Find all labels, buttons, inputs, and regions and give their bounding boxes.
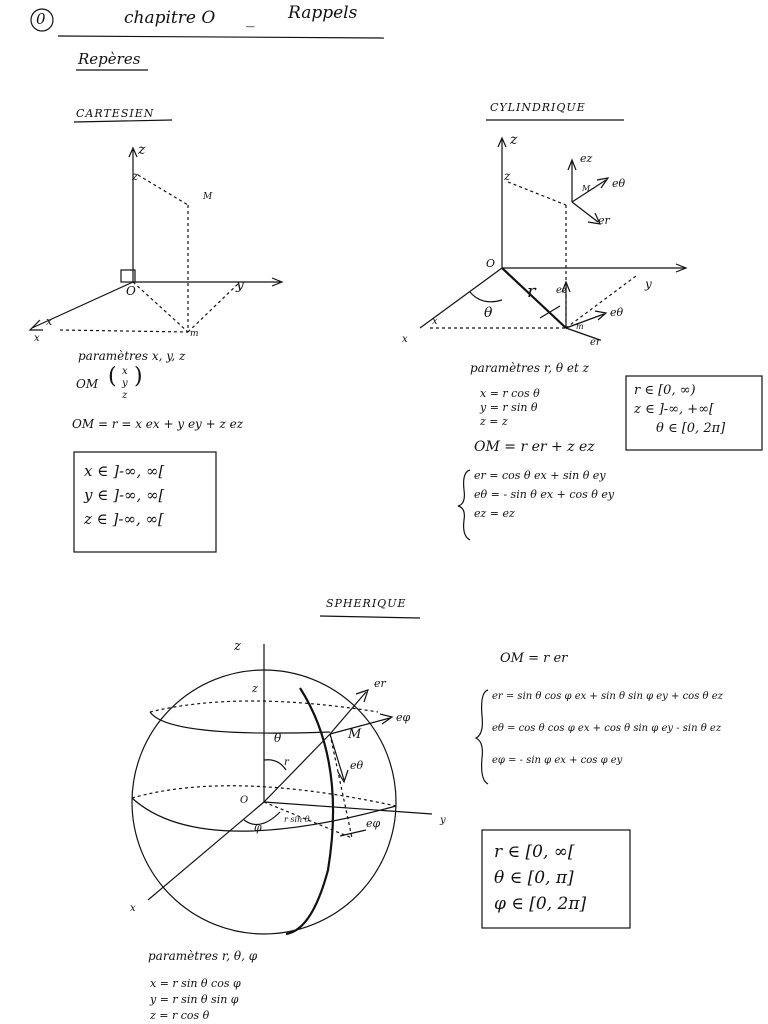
cart-range-y: y ∈ ]-∞, ∞[	[84, 486, 165, 504]
cyl-m-label: m	[576, 322, 584, 331]
cyl-ez-label: ez	[580, 152, 593, 165]
sph-etheta-label: eθ	[350, 759, 364, 772]
cyl-M-label: M	[582, 184, 591, 193]
section-title: Repères	[78, 50, 141, 68]
sph-om-equation: OM = r er	[500, 651, 568, 666]
cart-M-label: M	[203, 192, 213, 202]
sph-basis	[492, 692, 723, 766]
cyl-er-label: er	[598, 214, 610, 227]
cartesian-heading: CARTESIEN	[76, 107, 155, 120]
cyl-x-axis-label: x	[432, 316, 438, 327]
title-separator: _	[246, 8, 255, 28]
cart-y-axis-label: y	[236, 277, 244, 293]
cyl-range-theta: θ ∈ [0, 2π]	[656, 421, 726, 436]
cart-om-equation: OM = r = x ex + y ey + z ez	[72, 417, 244, 431]
sph-eq-y: y = r sin θ sin φ	[150, 993, 239, 1006]
sph-equations	[150, 978, 241, 1021]
cart-om-paren-open: (	[108, 364, 117, 389]
cart-om-x: x	[122, 366, 128, 377]
sph-ranges-box	[494, 844, 586, 913]
cart-z-axis-label: z	[138, 142, 146, 158]
cart-params: paramètres x, y, z	[78, 349, 186, 363]
sph-ephi-lower-label: eφ	[366, 817, 381, 830]
cyl-eq-y: y = r sin θ	[480, 401, 538, 414]
sph-rsin-label: r sin θ	[284, 815, 310, 824]
cylindrical-heading: CYLINDRIQUE	[490, 101, 586, 114]
sph-origin-label: O	[240, 795, 249, 806]
sph-basis-etheta: eθ = cos θ cos φ ex + cos θ sin φ ey - sin θ ez	[492, 723, 722, 734]
sph-range-phi: φ ∈ [0, 2π]	[494, 894, 587, 914]
cyl-y-axis-label: y	[645, 277, 652, 291]
sph-basis-er: er = sin θ cos φ ex + sin θ sin φ ey + cos θ ez	[492, 691, 723, 702]
cyl-x-end-label: x	[402, 334, 408, 345]
sph-params: paramètres r, θ, φ	[148, 949, 258, 963]
sph-phi-label: φ	[254, 821, 262, 834]
cyl-om-equation: OM = r er + z ez	[474, 439, 595, 455]
cyl-ez-lower-label: ez	[556, 285, 568, 296]
cart-om-paren-close: )	[134, 364, 143, 389]
cyl-z-axis-label: z	[510, 132, 518, 148]
cyl-theta-label: θ	[484, 305, 493, 321]
cyl-params: paramètres r, θ et z	[470, 361, 589, 375]
cart-x-axis-label: x	[46, 315, 53, 328]
cart-om-z: z	[122, 390, 128, 401]
sph-eq-x: x = r sin θ cos φ	[150, 977, 241, 990]
sph-y-axis-label: y	[440, 815, 446, 826]
cyl-z-tick-label: z	[504, 169, 511, 183]
cyl-range-r: r ∈ [0, ∞)	[634, 383, 696, 398]
cyl-eq-x: x = r cos θ	[480, 387, 540, 400]
cyl-basis-etheta: eθ = - sin θ ex + cos θ ey	[474, 488, 615, 501]
sph-range-r: r ∈ [0, ∞[	[494, 842, 575, 862]
chapter-title: chapitre O	[124, 8, 216, 28]
cyl-er-lower-label: er	[590, 337, 601, 348]
cyl-range-z: z ∈ ]-∞, +∞[	[634, 402, 715, 417]
spherical-heading: SPHERIQUE	[326, 597, 407, 610]
cart-origin-label: O	[126, 284, 136, 298]
chapter-number: 0	[36, 10, 46, 28]
sph-er-label: er	[374, 677, 386, 690]
cart-z-tick-label: z	[132, 169, 139, 183]
cyl-basis-ez: ez = ez	[474, 507, 515, 520]
cart-om-label: OM	[76, 377, 99, 391]
cyl-etheta-lower-label: eθ	[610, 306, 624, 319]
cart-m-label: m	[190, 329, 199, 339]
cyl-r-label: r	[527, 281, 536, 302]
chapter-subtitle: Rappels	[288, 3, 358, 23]
sph-ephi-label: eφ	[396, 711, 411, 724]
cyl-eq-z: z = z	[480, 415, 508, 428]
sph-range-theta: θ ∈ [0, π]	[494, 868, 574, 888]
cyl-etheta-label: eθ	[612, 177, 626, 190]
cyl-basis-er: er = cos θ ex + sin θ ey	[474, 469, 606, 482]
sph-eq-z: z = r cos θ	[150, 1009, 210, 1022]
sph-theta-label: θ	[274, 731, 282, 745]
cart-range-x: x ∈ ]-∞, ∞[	[84, 462, 165, 480]
sph-z-tick-label: z	[252, 682, 258, 695]
cart-om-y: y	[122, 378, 128, 389]
sph-M-label: M	[348, 727, 362, 742]
cart-range-z: z ∈ ]-∞, ∞[	[84, 510, 164, 528]
sph-basis-ephi: eφ = - sin φ ex + cos φ ey	[492, 755, 623, 766]
sph-x-axis-label: x	[130, 903, 136, 914]
sph-z-axis-label: z	[234, 639, 241, 654]
cart-x-end-label: x	[34, 333, 40, 344]
cyl-origin-label: O	[486, 257, 496, 270]
sph-r-label: r	[284, 757, 289, 768]
